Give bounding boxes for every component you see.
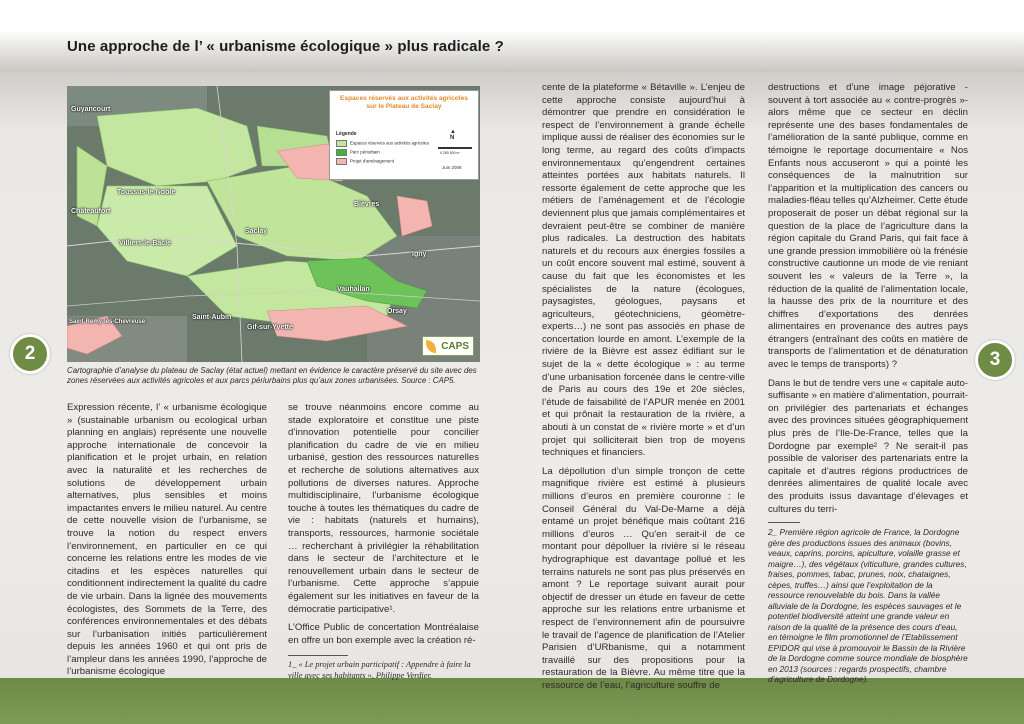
paragraph: cente de la plateforme « Bétaville ». L’enjeu de cette approche consiste aujourd’hui à démontrer que prendre en considération le respect de l’environnement à grande échelle implique aussi de réaliser des économies sur le long terme, au regard des coûts d’impacts environnementaux qu’engendrent certaines atteintes portées aux habitats naturels. Il ressorte également de cette approche que les métiers de l’aménagement et de l’écologie deviennent plus que jamais complémentaires et devraient peut-être se combiner de manière plus radicales. La destruction des habitats naturels et du recours aux énergies fossiles a un coût encore souvent mal estimé, souvent à cause du fait que les économistes et les spécialistes de la nature (écologues, paysagistes, géologues, paysans et agriculteurs, géotechniciens, géomètre-experts…) ne sont pas associés en phase de concertation lourde en amont. L’exemple de la rivière de la Bièvre est assez édifiant sur le sujet de la « dette écologique » : au terme d’une urbanisation forcenée dans le centre-ville de Paris au cours des 19e et 20e siècles, l’étude de faisabilité de l’APUR menée en 2001 et qui prônait la restauration de la rivière, a abouti à un constat de « rivière morte » et d’un projet qui solliciterait bien trop de moyens techniques et financiers. — [542, 82, 745, 459]
header-band — [0, 0, 1024, 72]
saclay-map — [67, 86, 480, 362]
legend-label: Projet d'aménagement — [350, 158, 395, 164]
town-label: Gif-sur-Yvette — [247, 324, 293, 331]
footnote-divider — [288, 655, 348, 656]
legend-item — [336, 158, 394, 165]
north-arrow-icon: ▲ N — [450, 129, 456, 141]
legend-item — [336, 149, 380, 156]
map-caption: Cartographie d’analyse du plateau de Saclay (état actuel) mettant en évidence le caractère préservé du site avec des zones réservées aux activités agricoles et aux parcs périurbains plus qu’aux zones urbanisées. Source : CAP5. — [67, 366, 477, 385]
page-number-right: 3 — [975, 340, 1015, 380]
town-label: Igny — [412, 251, 427, 258]
paragraph: se trouve néanmoins encore comme au stade exploratoire et constitue une piste d’innovation potentielle pour concilier planification du cadre de vie en milieu urbanisé, gestion des ressources naturelles et recherche de solutions alternatives aux pollutions de diverses natures. Approche multidisciplinaire, l’urbanisme écologique touche à toutes les thématiques du cadre de vie : habitats (naturels et humains), transports, ressources, harmonie sociétale … recherchant à privilégier la réhabilitation dans le secteur de l’architecture et le renouvellement urbain dans le secteur de l’urbanisme. Cette approche s’appuie également sur les initiatives en faveur de la démocratie participative¹. — [288, 402, 479, 615]
text-column-3 — [542, 82, 745, 699]
page-number-left: 2 — [10, 334, 50, 374]
town-label: Toussus-le-Noble — [117, 189, 176, 196]
map-title-line2: sur le Plateau de Saclay — [366, 103, 442, 110]
scale-bar — [438, 147, 472, 149]
paragraph: destructions et d’une image péjorative -souvent à tort associée au « contre-progrès »- alors même que ce secteur en déclin représente une des bases fondamentales de l’amélioration de la santé publique, comme en témoigne le reportage documentaire « Nos Enfants nous accuseront » qui a pointé les conséquences de la malnutrition sur l’apparition et la multiplication des cancers ou maladies-fléau telles qu’Alzheimer. Cette étude proposerait de poser un débat régional sur la question de la place de l’agriculture dans la région capitale du Grand Paris, qui fait face à une grande pression immobilière où la frénésie constructive cautionne un mode de vie reniant souvent les « valeurs de la Terre », la réduction de la qualité de l’alimentation locale, la hausse des prix de la nourriture et des chiffres d’exportations des denrées alimentaires en provenance des autres pays étrangers (entraînant des coûts en matière de transports de l’alimentation et de dénaturation avec le temps de transports) ? — [768, 82, 968, 371]
legend-label: Parc périurbain — [350, 149, 380, 155]
paragraph: La dépollution d’un simple tronçon de cette magnifique rivière est estimé à plusieurs millions d’euros en première couronne : le Conseil Général du Val-De-Marne a déjà entamé un projet bénéfique mais coûtant 216 millions d’euros … Qu’en serait-il de ce montant pour dépolluer la rivière si le réseau hydrographique est davantage pollué et les terrains naturels ne sont pas plus préservés en amont ? Le reportage suivant aurait pour objectif de dresser un étude en faveur de cette approche sur les relations entre urbanisme et respect de l’environnement afin de poursuivre le travail de l’agence de planification de l’Atelier Parisien d’URbanisme, qui a notamment travaillé sur des propositions pour la restauration de la Bièvre. Au même titre que la ressource de l’eau, l’agriculture souffre de — [542, 465, 745, 691]
footnote-divider — [768, 522, 800, 523]
footnote-2: 2_ Première région agricole de France, la Dordogne gère des productions issues des animaux (bovins, veaux, caprins, porcins, apiculture, volaille grasse et maigre…), des végétaux (viticulture, grandes cultures, fraises, pommes, tabac, prunes, noix, chataignes, cèpes, truffes…) ainsi que l’exploitation de la ressource renouvelable du bois. Dans la vallée alluviale de la Dordogne, les espèces sauvages et le potentiel biodiversité atteint une grande valeur en raison de la qualité de la présence des cours d’eau, en témoigne le film promotionnel de l’Etablissement EPIDOR qui vise à promouvoir le Bassin de la Rivière de la Dordogne comme source mondiale de biosphère en 2013 (sources : regards prospectifs, chambre d’agriculture de Dordogne). — [768, 527, 968, 685]
legend-swatch — [336, 140, 347, 147]
map-date: Juin 2008 — [442, 165, 462, 170]
map-title — [330, 95, 478, 111]
town-label: Vauhallan — [337, 286, 370, 293]
paragraph: Dans le but de tendre vers une « capitale auto-suffisante » en matière d’alimentation, pourrait-on privilégier des partenariats et échanges avec des provinces situées géographiquement plus près de l’Ile-De-France, telles que la Dordogne par exemple² ? Ne serait-il pas possible de valoriser des partenariats entre la capitale et d’autres régions productrices de denrées alimentaires de qualité locale avec des produits issus davantage d’élevages et cultures du terri- — [768, 377, 968, 515]
town-label: Guyancourt — [71, 106, 111, 113]
town-label: Saint-Aubin — [192, 314, 232, 321]
town-label: Châteaufort — [71, 208, 111, 215]
town-label: Saclay — [245, 228, 268, 235]
map-legend — [329, 90, 479, 180]
legend-label: Espaces réservés aux activités agricoles — [350, 140, 430, 146]
caps-logo: CAPS — [422, 336, 474, 356]
town-label: Saint-Rémy-lès-Chevreuse — [69, 319, 146, 325]
town-label: Bièvres — [354, 201, 380, 208]
text-column-4 — [768, 82, 968, 685]
town-label: Orsay — [387, 308, 407, 315]
paragraph: Expression récente, l’ « urbanisme écologique » (sustainable urbanism ou ecological urban planning en anglais) représente une nouvelle approche internationale de concevoir la planification et le projet urbain, en relation avec la naturalité et les recherches de solutions de développement urbain alternatives, plus sensibles et moins impactantes envers le milieu naturel. Au centre de cette nouvelle vision de l’urbanisme, se trouve la notion du respect envers l’environnement, en particulier en ce qui concerne les relations entre les modes de vie citadins et les espèces naturelles qui conditionnent indirectement la qualité du cadre de vie urbain. Dans la lignée des mouvements écologistes, des Sommets de la Terre, des conférences environnementales et des débats sur l’urbanisation initiés particulièrement depuis les années 1960 et qui ont pris de l’ampleur dans les années 1990, l’approche de l’urbanisme écologique — [67, 402, 267, 678]
text-column-2 — [288, 402, 479, 681]
legend-item — [336, 140, 429, 147]
leaf-icon — [426, 340, 436, 353]
footnote-1: 1_ « Le projet urbain participatif : Appendre à faire la ville avec ses habitants », Philippe Verdier. — [288, 660, 471, 680]
legend-heading: Légende — [336, 131, 357, 137]
legend-swatch — [336, 158, 347, 165]
town-label: Villiers-le-Bâcle — [119, 240, 172, 247]
paragraph: L’Office Public de concertation Montréalaise en offre un bon exemple avec la création ré- — [288, 622, 479, 646]
page-title: Une approche de l’ « urbanisme écologique » plus radicale ? — [67, 38, 504, 55]
legend-swatch — [336, 149, 347, 156]
scale-label: 0 250 500 m — [440, 151, 460, 155]
map-title-line1: Espaces réservés aux activités agricoles — [340, 95, 468, 102]
text-column-1 — [67, 402, 267, 685]
